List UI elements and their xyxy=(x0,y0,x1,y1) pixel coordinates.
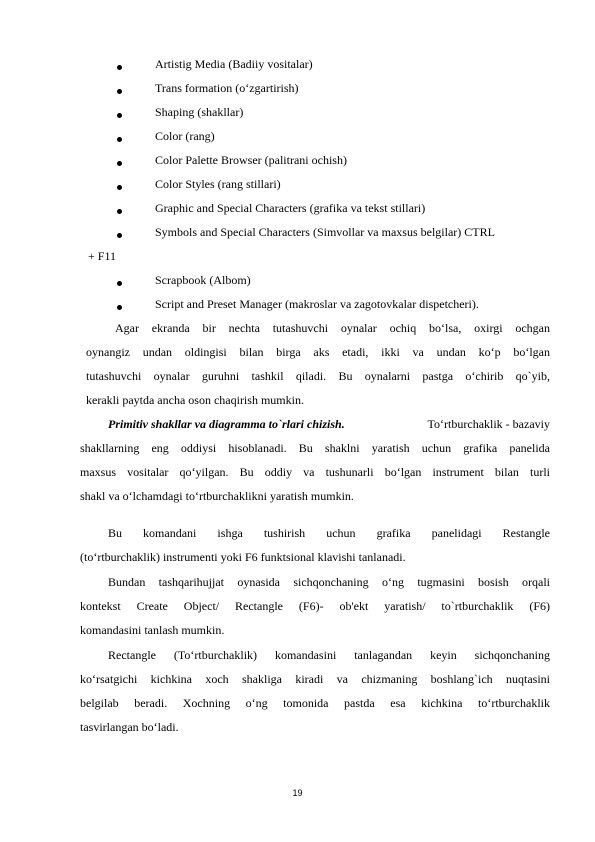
paragraph-first-line xyxy=(108,417,550,431)
paragraph-line: Bundan tashqarihujjat oynasida sichqonchaning o‘ng tugmasini bosish orqali xyxy=(108,575,550,589)
bullet-text: Symbols and Special Characters (Simvollar va maxsus belgilar) CTRL xyxy=(155,225,495,239)
bullet-dot-icon xyxy=(117,65,122,70)
bullet-text: Color Styles (rang stillari) xyxy=(155,177,281,191)
paragraph-line: ko‘rsatgichi kichkina xoch shakliga kiradi va chizmaning boshlang`ich nuqtasini xyxy=(80,672,550,686)
paragraph-line: kontekst Create Object/ Rectangle (F6)- ob'ekt yaratish/ to`rtburchaklik (F6) xyxy=(80,599,550,613)
paragraph-line: shakl va o‘lchamdagi to‘rtburchaklikni yaratish mumkin. xyxy=(80,489,354,503)
bullet-item xyxy=(0,153,595,177)
bullet-text: Artistig Media (Badiiy vositalar) xyxy=(155,57,313,71)
bullet-dot-icon xyxy=(117,305,122,310)
bullet-item xyxy=(0,297,595,321)
section-heading: Primitiv shakllar va diagramma to`rlari chizish. xyxy=(108,417,345,431)
bullet-dot-icon xyxy=(117,137,122,142)
paragraph-line: Rectangle (To‘rtburchaklik) komandasini tanlagandan keyin sichqonchaning xyxy=(108,648,550,662)
paragraph-line: tutashuvchi oynalar guruhni tashkil qiladi. Bu oynalarni pastga o‘chirib qo`yib, xyxy=(86,369,550,383)
paragraph-line: belgilab beradi. Xochning o‘ng tomonida pastda esa kichkina to‘rtburchaklik xyxy=(80,696,550,710)
bullet-dot-icon xyxy=(117,113,122,118)
bullet-dot-icon xyxy=(117,281,122,286)
bullet-text: Shaping (shakllar) xyxy=(155,105,244,119)
paragraph-line: tasvirlangan bo‘ladi. xyxy=(80,720,179,734)
bullet-item xyxy=(0,225,595,249)
paragraph-line: komandasini tanlash mumkin. xyxy=(80,623,225,637)
paragraph-text: To‘rtburchaklik - bazaviy xyxy=(427,417,550,431)
bullet-item xyxy=(0,273,595,297)
bullet-item xyxy=(0,201,595,225)
paragraph-line: oynangiz undan oldingisi bilan birga aks etadi, ikki va undan ko‘p bo‘lgan xyxy=(86,345,550,359)
bullet-dot-icon xyxy=(117,209,122,214)
bullet-text: Script and Preset Manager (makroslar va zagotovkalar dispetcheri). xyxy=(155,297,479,311)
bullet-dot-icon xyxy=(117,233,122,238)
paragraph-line: Bu komandani ishga tushirish uchun grafika panelidagi Restangle xyxy=(108,526,550,540)
bullet-dot-icon xyxy=(117,161,122,166)
bullet-text: Graphic and Special Characters (grafika va tekst stillari) xyxy=(155,201,426,215)
bullet-text: Color (rang) xyxy=(155,129,215,143)
paragraph-line: kerakli paytda ancha oson chaqirish mumkin. xyxy=(86,393,304,407)
bullet-item xyxy=(0,81,595,105)
paragraph-line: shakllarning eng oddiysi hisoblanadi. Bu shaklni yaratish uchun grafika panelida xyxy=(80,441,550,455)
bullet-text: Trans formation (o‘zgartirish) xyxy=(155,81,299,95)
paragraph-line: maxsus vositalar qo‘yilgan. Bu oddiy va tushunarli bo‘lgan instrument bilan turli xyxy=(80,465,550,479)
bullet-item xyxy=(0,129,595,153)
bullet-dot-icon xyxy=(117,185,122,190)
bullet-continuation: + F11 xyxy=(88,249,116,263)
bullet-item xyxy=(0,57,595,81)
paragraph-line: Agar ekranda bir nechta tutashuvchi oynalar ochiq bo‘lsa, oxirgi ochgan xyxy=(115,321,550,335)
page-number: 19 xyxy=(292,788,303,798)
bullet-item xyxy=(0,177,595,201)
bullet-text: Scrapbook (Albom) xyxy=(155,273,251,287)
bullet-text: Color Palette Browser (palitrani ochish) xyxy=(155,153,347,167)
bullet-item xyxy=(0,105,595,129)
paragraph-line: (to‘rtburchaklik) instrumenti yoki F6 funktsional klavishi tanlanadi. xyxy=(80,550,406,564)
bullet-dot-icon xyxy=(117,89,122,94)
